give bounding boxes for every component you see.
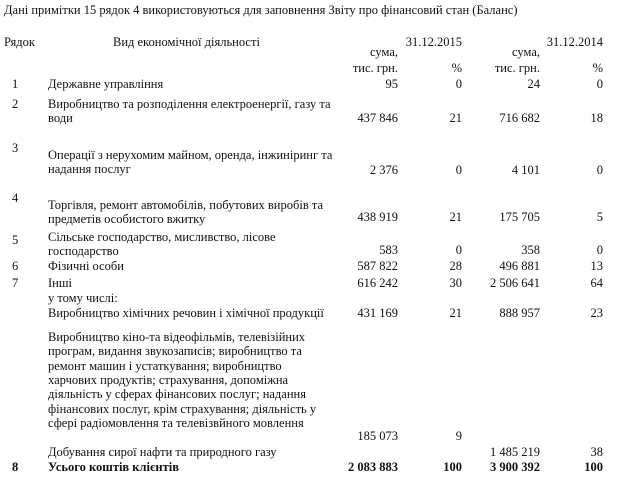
sum-2014: 24 — [527, 77, 540, 91]
header-sum-unit-2014: тис. грн. — [494, 61, 540, 75]
pct-2015: 21 — [449, 306, 462, 320]
activity-text: води — [48, 111, 73, 126]
activity-text: Виробництво кіно-та відеофільмів, телевізійних — [48, 330, 306, 344]
header-sum-unit-2015: тис. грн. — [352, 61, 398, 75]
activity-text: Інші — [48, 276, 72, 290]
pct-2014: 5 — [596, 210, 603, 224]
activity-text: предметів особистого вжитку — [48, 212, 206, 227]
sum-2014: 358 — [521, 243, 540, 257]
activity-text: Добування сирої нафти та природного газу — [48, 445, 277, 459]
pct-2015: 21 — [449, 111, 462, 125]
activity-text: діяльність у сферах фінансових послуг; надання — [48, 387, 306, 402]
pct-2014: 0 — [596, 77, 603, 91]
activity-text: Усього коштів клієнтів — [48, 460, 179, 474]
sum-2014: 175 705 — [499, 210, 540, 224]
sum-2014: 496 881 — [499, 259, 540, 273]
activity-text: Операції з нерухомим майном, оренда, інжиніринг та — [48, 148, 333, 162]
activity-text: Державне управління — [48, 77, 164, 91]
header-activity: Вид економічної діяльності — [113, 35, 260, 49]
sum-2015: 95 — [385, 77, 398, 91]
pct-2014: 23 — [590, 306, 603, 320]
pct-2014: 38 — [590, 445, 603, 459]
sum-2015: 185 073 — [357, 429, 398, 443]
sum-2014: 4 101 — [511, 163, 540, 177]
pct-2015: 100 — [443, 460, 462, 474]
activity-text: Виробництво хімічних речовин і хімічної продукції — [48, 306, 324, 320]
activity-text: ремонт машин і устаткування; виробництво — [48, 358, 282, 373]
activity-text: у тому числі: — [48, 291, 118, 305]
row-number: 5 — [12, 233, 19, 247]
activity-text: сфері радіомовлення та телевізвйного мовлення — [48, 415, 304, 430]
pct-2015: 0 — [455, 77, 462, 91]
pct-2014: 0 — [596, 243, 603, 257]
header-row-number: Рядок — [4, 35, 35, 49]
pct-2014: 18 — [590, 111, 603, 125]
pct-2014: 64 — [590, 276, 603, 290]
sum-2015: 437 846 — [357, 111, 398, 125]
activity-text: фінансових послуг, крім страхування; діяльність у — [48, 401, 317, 416]
pct-2014: 13 — [590, 259, 603, 273]
pct-2014: 100 — [584, 460, 603, 474]
sum-2015: 583 — [379, 243, 398, 257]
header-sum-2014: сума, — [512, 45, 540, 59]
pct-2015: 30 — [449, 276, 462, 290]
activity-text: господарство — [48, 244, 119, 259]
pct-2015: 21 — [449, 210, 462, 224]
row-number: 6 — [12, 259, 19, 273]
row-number: 3 — [12, 141, 19, 155]
activity-text: Сільське господарство, мисливство, лісове — [48, 230, 276, 244]
pct-2015: 9 — [455, 429, 462, 443]
row-number: 1 — [12, 77, 19, 91]
sum-2015: 431 169 — [357, 306, 398, 320]
row-number: 8 — [12, 460, 19, 474]
header-pct-2015: % — [451, 61, 462, 75]
activity-text: Торгівля, ремонт автомобілів, побутових виробів та — [48, 198, 324, 212]
sum-2015: 587 822 — [357, 259, 398, 273]
pct-2015: 28 — [449, 259, 462, 273]
header-date-2015: 31.12.2015 — [405, 35, 462, 49]
sum-2015: 616 242 — [357, 276, 398, 290]
sum-2014: 3 900 392 — [490, 460, 540, 474]
sum-2014: 716 682 — [499, 111, 540, 125]
sum-2014: 2 506 641 — [490, 276, 540, 290]
header-pct-2014: % — [592, 61, 603, 75]
row-number: 4 — [12, 191, 19, 205]
sum-2015: 2 083 883 — [348, 460, 398, 474]
activity-text: надання послуг — [48, 162, 131, 177]
row-number: 7 — [12, 276, 19, 290]
header-date-2014: 31.12.2014 — [546, 35, 603, 49]
sum-2014: 888 957 — [499, 306, 540, 320]
activity-text: Фізичні особи — [48, 259, 124, 273]
sum-2015: 2 376 — [369, 163, 398, 177]
sum-2015: 438 919 — [357, 210, 398, 224]
document-title: Дані примітки 15 рядок 4 використовуються для заповнення Звіту про фінансовий стан (Баланс) — [4, 3, 518, 17]
activity-text: програм, видання звукозаписів; виробництво та — [48, 344, 302, 359]
pct-2015: 0 — [455, 163, 462, 177]
activity-text: Виробництво та розподілення електроенергії, газу та — [48, 97, 331, 111]
sum-2014: 1 485 219 — [490, 445, 540, 459]
activity-text: харчових продуктів; страхування, допоміжна — [48, 372, 289, 387]
pct-2015: 0 — [455, 243, 462, 257]
pct-2014: 0 — [596, 163, 603, 177]
header-sum-2015: сума, — [370, 45, 398, 59]
row-number: 2 — [12, 97, 19, 111]
